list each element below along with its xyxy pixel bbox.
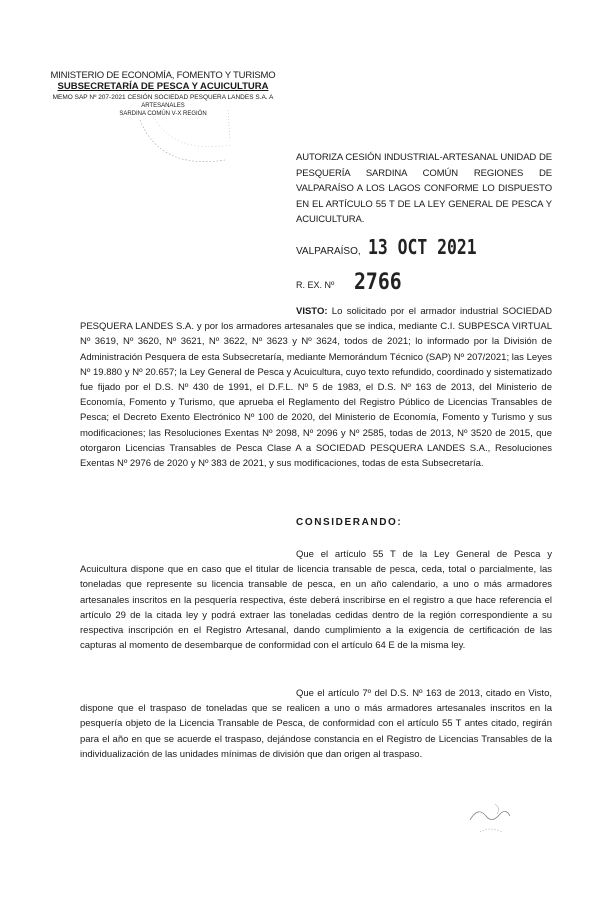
- considerando-heading: CONSIDERANDO:: [296, 517, 403, 528]
- place-label: VALPARAÍSO,: [296, 246, 361, 257]
- memo-reference-line3: SARDINA COMÚN V-X REGIÓN: [119, 111, 207, 117]
- official-stamp-icon: [130, 100, 240, 175]
- memo-reference: MEMO SAP Nº 207-2021 CESIÓN SOCIEDAD PESQUERA LANDES S.A. A: [52, 94, 274, 101]
- considerando-paragraph-1: Que el artículo 55 T de la Ley General de Pesca y Acuicultura dispone que en caso que el titular de licencia transable de pesca, ceda, total o parcialmente, las toneladas que represente su licencia transable de pesca, en un año calendario, a uno o más armadores artesanales inscritos en la pesquería respectiva, éste deberá inscribirse en el registro a que hace referencia el artículo 29 de la citada ley y podrá extraer las toneladas cedidas dentro de la región correspondiente a su respectiva inscripción en el Registro Artesanal, dando cumplimiento a la exigencia de certificación de las capturas al momento de desembarque de conformidad con el artículo 64 E de la misma ley.: [80, 549, 552, 652]
- visto-label: VISTO:: [296, 306, 328, 317]
- resolution-number-label: R. EX. Nº: [296, 280, 335, 290]
- resolution-number: 2766: [354, 270, 402, 295]
- signature-initials-icon: [440, 790, 550, 850]
- resolution-subject: AUTORIZA CESIÓN INDUSTRIAL-ARTESANAL UNIDAD DE PESQUERÍA SARDINA COMÚN REGIONES DE VALPARAÍSO A LOS LAGOS CONFORME LO DISPUESTO EN EL ARTÍCULO 55 T DE LA LEY GENERAL DE PESCA Y ACUICULTURA.: [296, 152, 552, 225]
- resolution-date-stamp: 13 OCT 2021: [368, 235, 477, 259]
- subsecretaria-name: SUBSECRETARÍA DE PESCA Y ACUICULTURA: [57, 81, 269, 92]
- visto-text: Lo solicitado por el armador industrial SOCIEDAD PESQUERA LANDES S.A. y por los armadores artesanales que se indica, mediante C.I. SUBPESCA VIRTUAL Nº 3619, Nº 3620, Nº 3621, Nº 3622, Nº 3623 y Nº 3624, todos de 2021; lo informado por la División de Administración Pesquera de esta Subsecretaría, mediante Memorándum Técnico (SAP) Nº 207/2021; las Leyes Nº 19.880 y Nº 20.657; la Ley General de Pesca y Acuicultura, cuyo texto refundido, coordinado y sistematizado fue fijado por el D.S. Nº 430 de 1991, el D.F.L. Nº 5 de 1983, el D.S. Nº 163 de 2013, del Ministerio de Economía, Fomento y Turismo, que aprueba el Reglamento del Registro Público de Licencias Transables de Pesca; el Decreto Exento Electrónico Nº 100 de 2020, del Ministerio de Economía, Fomento y Turismo y sus modificaciones; las Resoluciones Exentas Nº 2098, Nº 2096 y Nº 2585, todas de 2013, Nº 3520 de 2015, que otorgaron Licencias Transables de Pesca Clase A a SOCIEDAD PESQUERA LANDES S.A., Resoluciones Exentas Nº 2976 de 2020 y Nº 383 de 2021, y sus modificaciones, todas de esta Subsecretaría.: [80, 306, 552, 470]
- considerando-paragraph-2: Que el artículo 7º del D.S. Nº 163 de 2013, citado en Visto, dispone que el traspaso de toneladas que se realicen a uno o más armadores artesanales inscritos en la pesquería objeto de la Licencia Transable de Pesca, de conformidad con el artículo 55 T antes citado, regirán para el año en que se acuerde el traspaso, dejándose constancia en el Registro de Licencias Transables de la individualización de las unidades mínimas de división que dan origen al traspaso.: [80, 688, 552, 760]
- visto-section: [80, 304, 552, 471]
- ministry-name: MINISTERIO DE ECONOMÍA, FOMENTO Y TURISMO: [50, 70, 276, 81]
- memo-reference-line2: ARTESANALES: [141, 103, 185, 109]
